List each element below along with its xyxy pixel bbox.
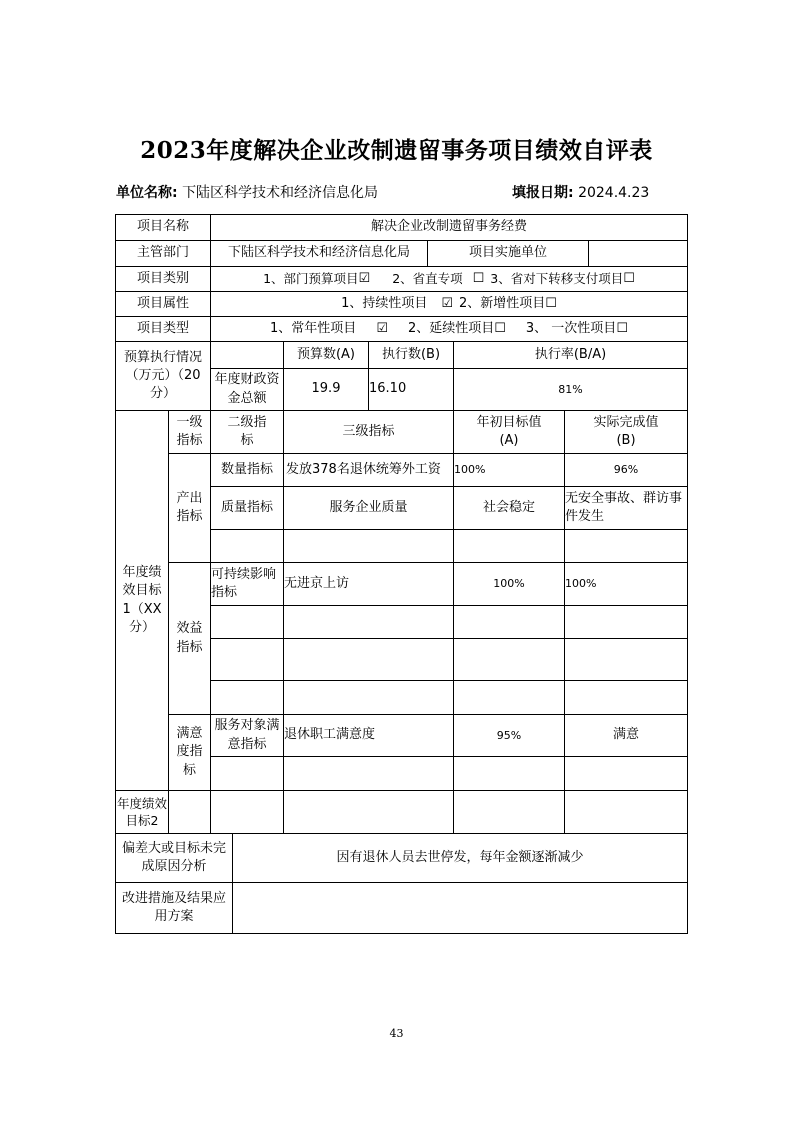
table-rule xyxy=(210,605,688,606)
attr-options xyxy=(211,292,687,316)
unchecked-box-icon[interactable]: ☐ xyxy=(623,270,635,286)
table-border xyxy=(115,933,688,934)
table-rule xyxy=(210,529,688,530)
checked-box-icon[interactable]: ☑ xyxy=(358,270,371,286)
level3-cell: 无进京上访 xyxy=(284,575,350,591)
impl-value xyxy=(589,241,687,266)
category-opt3: 3、省对下转移支付项目 xyxy=(490,271,624,287)
table-border xyxy=(687,214,688,934)
actual-cell: 满意 xyxy=(612,727,639,743)
actual-cell: 100% xyxy=(565,577,597,591)
goal1-label: 年度绩效目标1（XX分） xyxy=(122,565,162,635)
attr-opt1: 1、持续性项目 xyxy=(341,295,428,311)
date-label: 填报日期: xyxy=(512,185,574,201)
level3-cell: 服务企业质量 xyxy=(329,499,408,515)
dept-value: 下陆区科学技术和经济信息化局 xyxy=(227,245,410,261)
project-name-value: 解决企业改制遗留事务经费 xyxy=(370,219,527,235)
budget-col-budget: 预算数(A) xyxy=(296,346,356,362)
table-rule xyxy=(115,790,688,791)
deviation-value: 因有退休人员去世停发，每年金额逐渐减少 xyxy=(336,849,584,865)
unchecked-box-icon[interactable]: ☐ xyxy=(472,270,485,286)
level2-cell: 数量指标 xyxy=(220,461,273,477)
header-actual: 实际完成值(B) xyxy=(593,414,659,448)
header-level3: 三级指标 xyxy=(342,423,395,439)
table-rule xyxy=(210,680,688,681)
category-options xyxy=(211,267,687,291)
level2-cell: 质量指标 xyxy=(220,499,273,515)
budget-col-rate: 执行率(B/A) xyxy=(534,346,607,362)
type-opt3: 3、 一次性项目 xyxy=(525,320,617,336)
level2-cell: 服务对象满意指标 xyxy=(214,718,280,752)
category-opt2: 2、省直专项 xyxy=(392,271,463,287)
date-value: 2024.4.23 xyxy=(578,185,650,201)
level3-cell: 发放378名退休统筹外工资 xyxy=(286,461,441,477)
budget-label: 预算执行情况（万元）（20分） xyxy=(123,349,202,402)
actual-cell: 无安全事故、群访事件发生 xyxy=(565,490,683,524)
actual-cell: 96% xyxy=(613,463,639,477)
type-label: 项目类型 xyxy=(136,320,189,336)
improvement-value xyxy=(233,883,687,933)
output-indicator-label: 产出指标 xyxy=(176,490,203,524)
budget-row-label: 年度财政资金总额 xyxy=(214,372,280,406)
category-label: 项目类别 xyxy=(136,270,189,286)
table-rule xyxy=(210,756,688,757)
attr-label: 项目属性 xyxy=(136,295,189,311)
checked-box-icon[interactable]: ☑ xyxy=(441,295,453,311)
page-number: 43 xyxy=(389,1027,404,1040)
budget-value: 19.9 xyxy=(311,381,341,397)
checked-box-icon[interactable]: ☑ xyxy=(376,320,388,336)
impl-label: 项目实施单位 xyxy=(468,245,547,261)
level2-cell: 可持续影响指标 xyxy=(211,566,277,600)
target-cell: 95% xyxy=(496,728,522,742)
type-opt1: 1、常年性项目 xyxy=(270,320,357,336)
budget-header-empty xyxy=(211,342,283,368)
target-cell: 100% xyxy=(493,577,525,591)
target-cell: 社会稳定 xyxy=(482,499,535,515)
dept-label: 主管部门 xyxy=(136,245,189,261)
attr-opt2: 2、新增性项目 xyxy=(459,295,546,311)
improvement-label: 改进措施及结果应用方案 xyxy=(121,890,226,924)
project-name-label: 项目名称 xyxy=(136,219,189,235)
benefit-indicator-label: 效益指标 xyxy=(176,621,203,655)
type-opt2: 2、延续性项目 xyxy=(407,320,495,336)
header-level1: 一级指标 xyxy=(176,414,203,448)
exec-value: 16.10 xyxy=(369,381,407,397)
type-options xyxy=(211,317,687,341)
category-opt1: 1、部门预算项目 xyxy=(263,271,359,287)
budget-col-exec: 执行数(B) xyxy=(381,346,441,362)
header-target: 年初目标值(A) xyxy=(476,414,542,448)
table-rule xyxy=(210,638,688,639)
satisfaction-indicator-label: 满意度指标 xyxy=(176,726,203,778)
goal2-label: 年度绩效目标2 xyxy=(116,795,167,828)
rate-value: 81% xyxy=(558,382,583,396)
unchecked-box-icon[interactable]: ☐ xyxy=(616,320,628,336)
unit-label: 单位名称: xyxy=(116,185,178,201)
target-cell: 100% xyxy=(454,463,486,477)
unchecked-box-icon[interactable]: ☐ xyxy=(494,320,506,336)
unchecked-box-icon[interactable]: ☐ xyxy=(545,295,557,311)
deviation-label: 偏差大或目标未完成原因分析 xyxy=(121,840,226,874)
level3-cell: 退休职工满意度 xyxy=(284,727,376,743)
header-level2: 二级指标 xyxy=(227,414,267,448)
page-title: 2023年度解决企业改制遗留事务项目绩效自评表 xyxy=(140,137,653,164)
unit-value: 下陆区科学技术和经济信息化局 xyxy=(182,185,379,201)
